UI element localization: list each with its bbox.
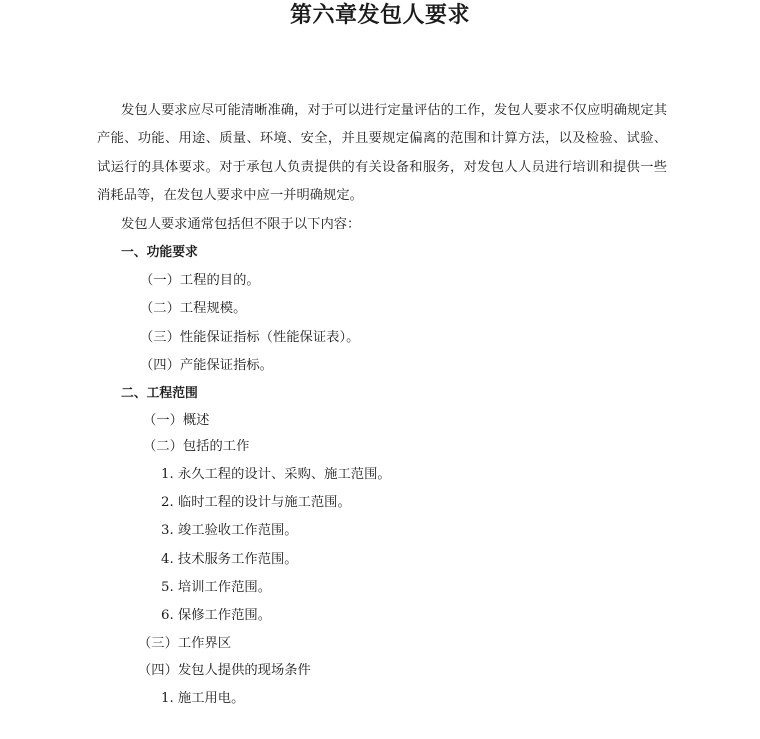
chapter-title: 第六章发包人要求 — [289, 3, 470, 28]
section-heading-function: 一、功能要求 — [121, 245, 198, 260]
list-item: 1. 施工用电。 — [161, 691, 245, 706]
list-item: （四）产能保证指标。 — [140, 358, 273, 373]
list-item: 3. 竣工验收工作范围。 — [161, 523, 298, 538]
list-item: 2. 临时工程的设计与施工范围。 — [161, 495, 351, 510]
list-item: （二）包括的工作 — [143, 439, 250, 454]
contents-intro: 发包人要求通常包括但不限于以下内容： — [121, 217, 361, 232]
section-heading-scope: 二、工程范围 — [121, 386, 198, 401]
list-item: （一）概述 — [143, 413, 210, 428]
list-item: 1. 永久工程的设计、采购、施工范围。 — [161, 467, 391, 482]
list-item: 5. 培训工作范围。 — [161, 580, 271, 595]
list-item: （一）工程的目的。 — [140, 273, 260, 288]
list-item: （四）发包人提供的现场条件 — [138, 663, 311, 678]
list-item: （二）工程规模。 — [140, 301, 247, 316]
list-item: 4. 技术服务工作范围。 — [161, 552, 298, 567]
list-item: （三）性能保证指标（性能保证表）。 — [140, 330, 360, 345]
list-item: 6. 保修工作范围。 — [161, 608, 271, 623]
list-item: （三）工作界区 — [138, 636, 232, 651]
intro-paragraph: 发包人要求应尽可能清晰准确，对于可以进行定量评估的工作，发包人要求不仅应明确规定其产能、功能、用途、质量、环境、安全，并且要规定偏离的范围和计算方法，以及检验、试验、试运行的具体要求。对于承包人负责提供的有关设备和服务，对发包人人员进行培训和提供一些消耗品等，在发包人要求中应一并明确规定。 — [97, 103, 667, 203]
